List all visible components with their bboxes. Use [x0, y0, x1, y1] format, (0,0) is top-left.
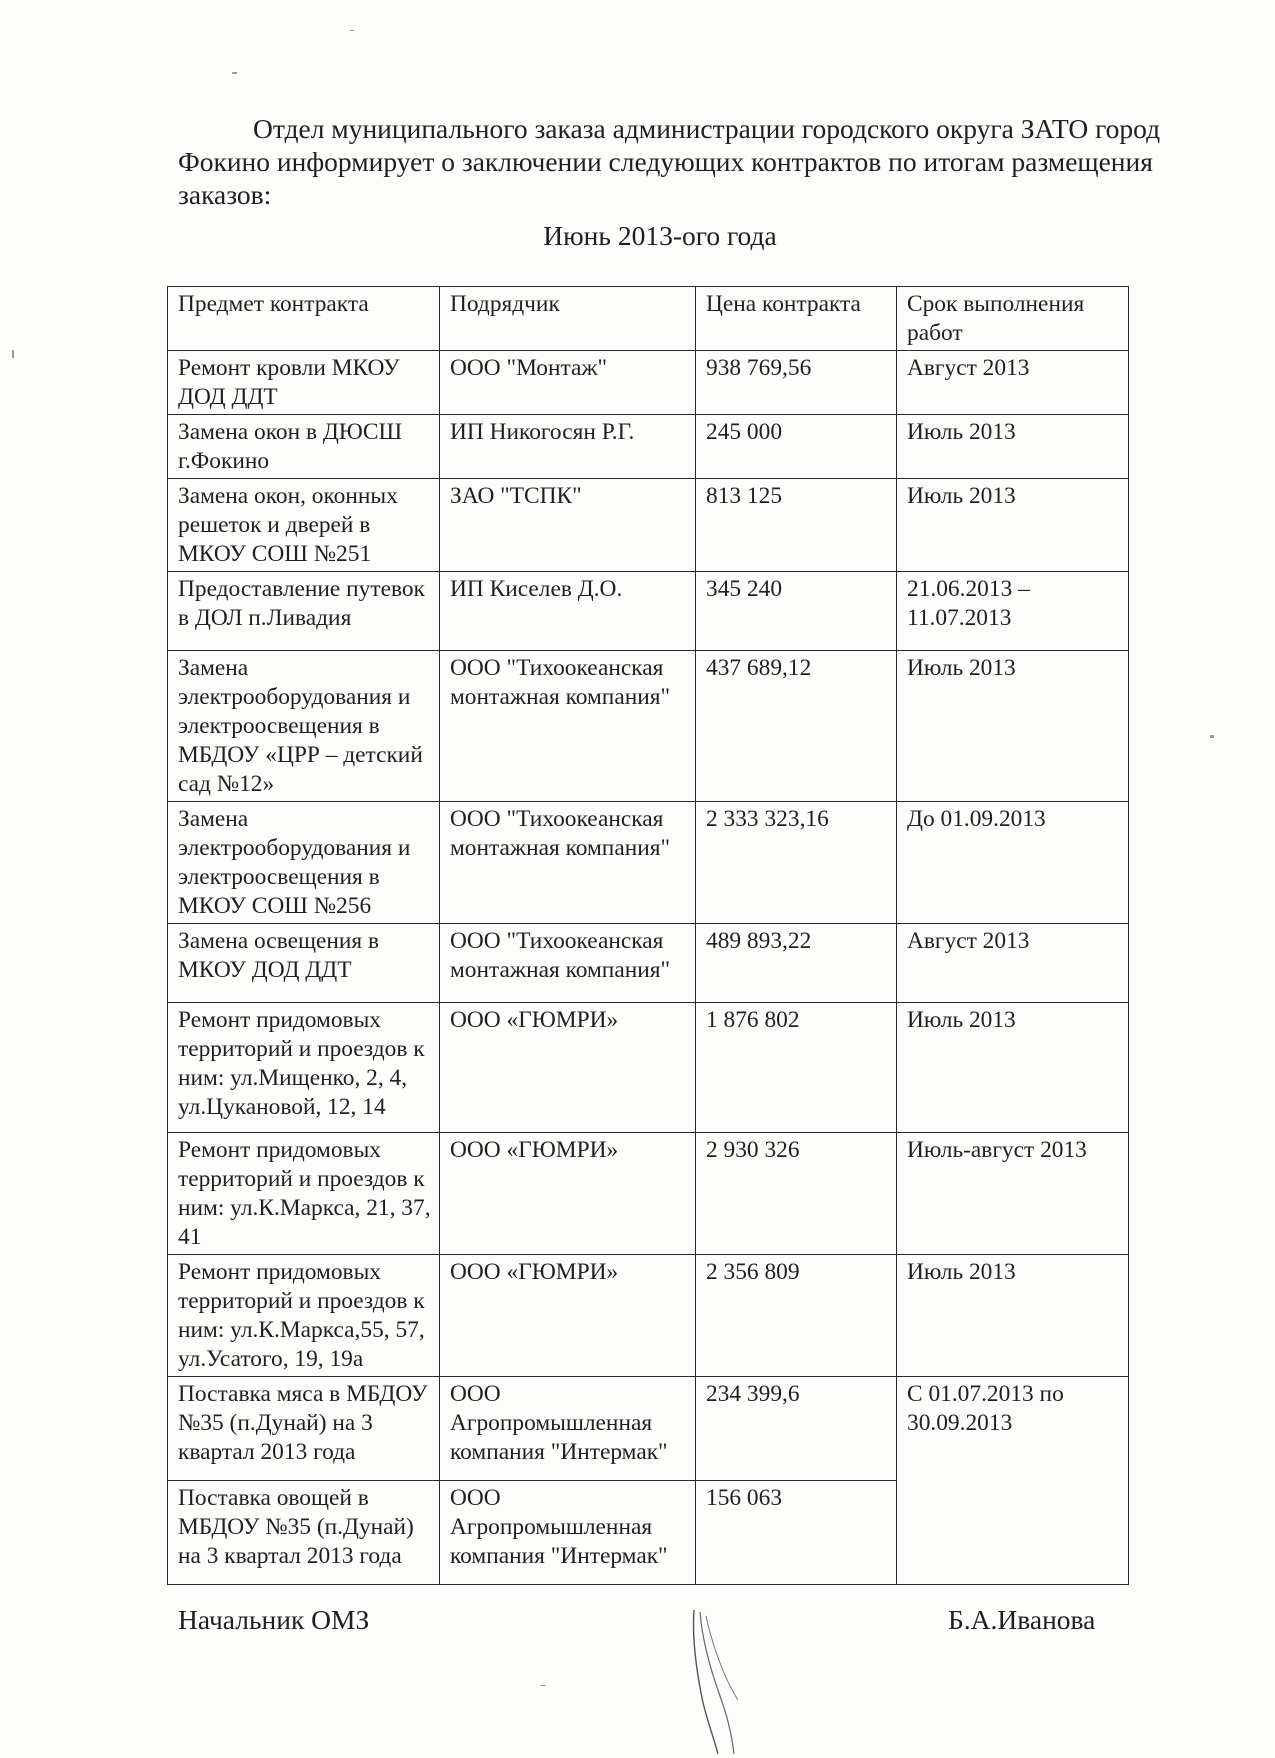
- cell-subject: Замена окон, оконных решеток и дверей в МКОУ СОШ №251: [168, 479, 440, 572]
- cell-contractor: ООО "Тихоокеанская монтажная компания": [440, 802, 696, 924]
- table-row: [168, 351, 1129, 415]
- cell-contractor: ООО "Тихоокеанская монтажная компания": [440, 924, 696, 1003]
- cell-term: Июль-август 2013: [897, 1133, 1129, 1255]
- cell-term: Июль 2013: [897, 479, 1129, 572]
- header-price: Цена контракта: [696, 287, 897, 351]
- cell-price: 1 876 802: [696, 1003, 897, 1133]
- cell-contractor: ООО Агропромышленная компания "Интермак": [440, 1377, 696, 1481]
- cell-term: Июль 2013: [897, 1255, 1129, 1377]
- cell-contractor: ООО «ГЮМРИ»: [440, 1003, 696, 1133]
- table-row: [168, 1255, 1129, 1377]
- cell-term: До 01.09.2013: [897, 802, 1129, 924]
- table-row: [168, 572, 1129, 651]
- table-row: [168, 1377, 1129, 1481]
- cell-contractor: ООО «ГЮМРИ»: [440, 1133, 696, 1255]
- cell-contractor: ООО Агропромышленная компания "Интермак": [440, 1481, 696, 1585]
- cell-price: 813 125: [696, 479, 897, 572]
- table-row: [168, 1003, 1129, 1133]
- cell-subject: Ремонт кровли МКОУ ДОД ДДТ: [168, 351, 440, 415]
- cell-price: 2 930 326: [696, 1133, 897, 1255]
- cell-contractor: ИП Киселев Д.О.: [440, 572, 696, 651]
- cell-subject: Замена электрооборудования и электроосвещения в МКОУ СОШ №256: [168, 802, 440, 924]
- cell-price: 156 063: [696, 1481, 897, 1585]
- cell-price: 2 333 323,16: [696, 802, 897, 924]
- cell-price: 345 240: [696, 572, 897, 651]
- scan-speck: [350, 30, 354, 31]
- cell-subject: Ремонт придомовых территорий и проездов к ним: ул.Мищенко, 2, 4, ул.Цукановой, 12, 14: [168, 1003, 440, 1133]
- cell-subject: Замена окон в ДЮСШ г.Фокино: [168, 415, 440, 479]
- cell-subject: Ремонт придомовых территорий и проездов к ним: ул.К.Маркса, 21, 37, 41: [168, 1133, 440, 1255]
- cell-contractor: ИП Никогосян Р.Г.: [440, 415, 696, 479]
- cell-contractor: ООО «ГЮМРИ»: [440, 1255, 696, 1377]
- cell-subject: Поставка мяса в МБДОУ №35 (п.Дунай) на 3 квартал 2013 года: [168, 1377, 440, 1481]
- cell-price: 437 689,12: [696, 651, 897, 802]
- table-row: [168, 415, 1129, 479]
- header-term: Срок выполнения работ: [897, 287, 1129, 351]
- cell-term: Июль 2013: [897, 415, 1129, 479]
- cell-term: Июль 2013: [897, 651, 1129, 802]
- cell-subject: Ремонт придомовых территорий и проездов к ним: ул.К.Маркса,55, 57, ул.Усатого, 19, 19а: [168, 1255, 440, 1377]
- period-subtitle: Июнь 2013-ого года: [543, 220, 777, 251]
- cell-term: С 01.07.2013 по 30.09.2013: [897, 1377, 1129, 1585]
- cell-price: 2 356 809: [696, 1255, 897, 1377]
- cell-term: Август 2013: [897, 351, 1129, 415]
- header-contractor: Подрядчик: [440, 287, 696, 351]
- cell-price: 245 000: [696, 415, 897, 479]
- table-row: [168, 1133, 1129, 1255]
- handwritten-signature: [688, 1608, 758, 1758]
- table-row: [168, 651, 1129, 802]
- table-header-row: [168, 287, 1129, 351]
- cell-price: 938 769,56: [696, 351, 897, 415]
- signer-name: Б.А.Иванова: [948, 1604, 1096, 1635]
- contracts-table: [167, 286, 1129, 1585]
- scan-speck: [12, 350, 14, 358]
- table-row: [168, 479, 1129, 572]
- scan-speck: [540, 1685, 546, 1686]
- cell-contractor: ЗАО "ТСПК": [440, 479, 696, 572]
- table-row: [168, 802, 1129, 924]
- cell-term: Август 2013: [897, 924, 1129, 1003]
- table-row: [168, 924, 1129, 1003]
- cell-term: Июль 2013: [897, 1003, 1129, 1133]
- cell-price: 489 893,22: [696, 924, 897, 1003]
- intro-paragraph: Отдел муниципального заказа администрации городского округа ЗАТО город Фокино информирует о заключении следующих контрактов по итогам размещения заказов:: [178, 113, 1161, 210]
- cell-subject: Поставка овощей в МБДОУ №35 (п.Дунай) на 3 квартал 2013 года: [168, 1481, 440, 1585]
- cell-price: 234 399,6: [696, 1377, 897, 1481]
- cell-contractor: ООО "Монтаж": [440, 351, 696, 415]
- cell-subject: Предоставление путевок в ДОЛ п.Ливадия: [168, 572, 440, 651]
- signer-position: Начальник ОМЗ: [178, 1604, 370, 1635]
- scan-speck: [232, 72, 237, 74]
- header-subject: Предмет контракта: [168, 287, 440, 351]
- cell-subject: Замена электрооборудования и электроосвещения в МБДОУ «ЦРР – детский сад №12»: [168, 651, 440, 802]
- scan-speck: [1210, 735, 1214, 738]
- cell-term: 21.06.2013 – 11.07.2013: [897, 572, 1129, 651]
- cell-subject: Замена освещения в МКОУ ДОД ДДТ: [168, 924, 440, 1003]
- cell-contractor: ООО "Тихоокеанская монтажная компания": [440, 651, 696, 802]
